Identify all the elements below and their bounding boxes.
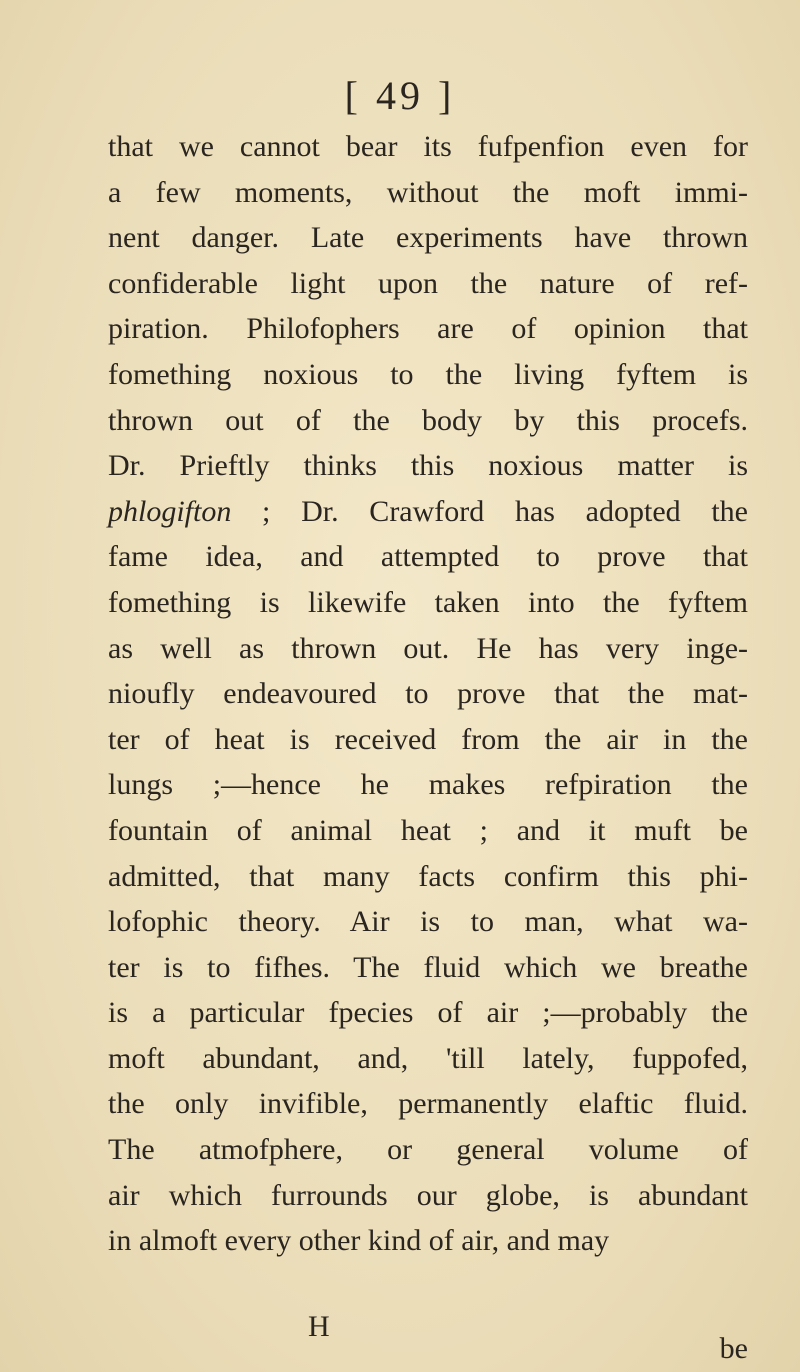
- text-segment: air which furrounds our globe, is abundant: [108, 1178, 748, 1212]
- text-line: [108, 1036, 748, 1082]
- text-segment: is a particular fpecies of air ;—probably the: [108, 996, 748, 1030]
- text-segment: admitted, that many facts confirm this phi-: [108, 859, 748, 893]
- text-line: [108, 534, 748, 580]
- text-line: [108, 1081, 748, 1127]
- text-segment: as well as thrown out. He has very inge-: [108, 631, 748, 665]
- text-segment: nent danger. Late experiments have thrown: [108, 221, 748, 255]
- page-footer: [108, 1310, 748, 1365]
- text-segment: piration. Philofophers are of opinion that: [108, 312, 748, 346]
- text-segment: lungs ;—hence he makes refpiration the: [108, 768, 748, 802]
- text-line: [108, 261, 748, 307]
- text-segment: ter is to fifhes. The fluid which we breathe: [108, 950, 748, 984]
- italic-term: phlogifton: [108, 494, 232, 528]
- text-line: [108, 1127, 748, 1173]
- text-segment: Dr. Prieftly thinks this noxious matter is: [108, 449, 748, 483]
- text-segment: ter of heat is received from the air in the: [108, 722, 748, 756]
- text-line: [108, 854, 748, 900]
- text-segment: that we cannot bear its fufpenfion even for: [108, 130, 748, 163]
- text-line: [108, 899, 748, 945]
- text-segment: thrown out of the body by this procefs.: [108, 403, 748, 437]
- text-line: [108, 170, 748, 216]
- body-text: [108, 124, 748, 1264]
- text-segment: nioufly endeavoured to prove that the mat-: [108, 677, 748, 711]
- text-line: [108, 124, 748, 170]
- text-line: [108, 717, 748, 763]
- text-line: [108, 215, 748, 261]
- text-segment: in almoft every other kind of air, and may: [108, 1224, 610, 1258]
- text-line: [108, 808, 748, 854]
- text-segment: fomething is likewife taken into the fyftem: [108, 585, 748, 619]
- catchword: be: [719, 1332, 748, 1365]
- signature-mark: H: [308, 1310, 330, 1343]
- text-line: [108, 1218, 748, 1264]
- text-line: [108, 398, 748, 444]
- text-segment: the only invifible, permanently elaftic fluid.: [108, 1087, 748, 1121]
- text-line: [108, 671, 748, 717]
- text-line: [108, 580, 748, 626]
- text-line: [108, 443, 748, 489]
- text-line: [108, 352, 748, 398]
- text-segment: The atmofphere, or general volume of: [108, 1133, 748, 1167]
- text-line: [108, 945, 748, 991]
- text-line: [108, 306, 748, 352]
- text-segment: fame idea, and attempted to prove that: [108, 540, 748, 574]
- text-line: [108, 1173, 748, 1219]
- text-line: [108, 990, 748, 1036]
- page-number-header: [ 49 ]: [344, 73, 456, 118]
- text-segment: confiderable light upon the nature of ref-: [108, 266, 748, 300]
- text-segment: ; Dr. Crawford has adopted the: [231, 494, 748, 528]
- text-segment: moft abundant, and, 'till lately, fuppofed,: [108, 1041, 748, 1075]
- text-segment: lofophic theory. Air is to man, what wa-: [108, 905, 748, 939]
- text-segment: a few moments, without the moft immi-: [108, 175, 748, 209]
- text-line: [108, 762, 748, 808]
- text-segment: fomething noxious to the living fyftem is: [108, 357, 748, 391]
- text-line: [108, 626, 748, 672]
- text-segment: fountain of animal heat ; and it muft be: [108, 813, 748, 847]
- text-line: [108, 489, 748, 535]
